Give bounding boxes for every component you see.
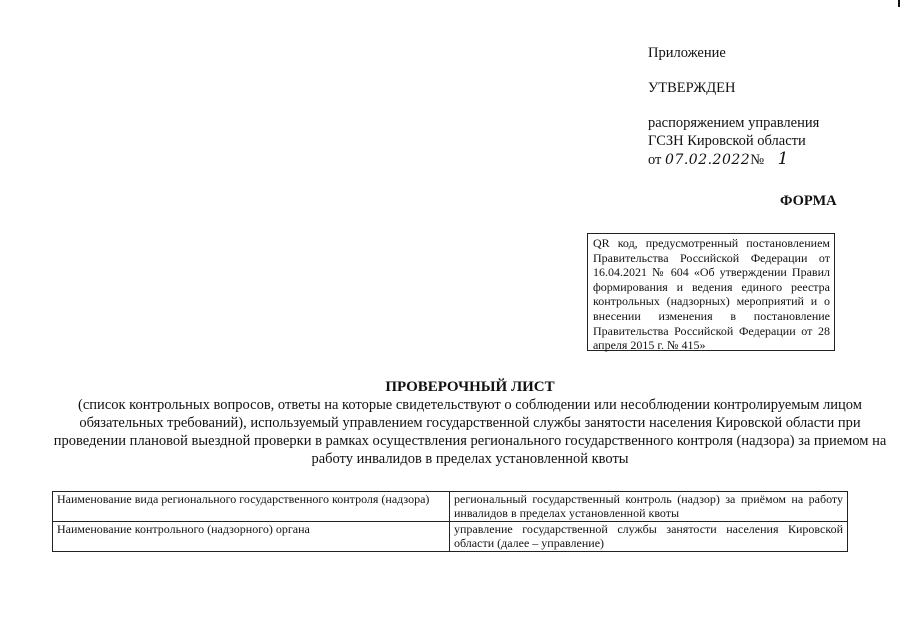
approved-label: УТВЕРЖДЕН (648, 80, 736, 96)
approval-block (648, 44, 848, 169)
row-label: Наименование вида регионального государственного контроля (надзора) (53, 492, 450, 522)
order-date-line (648, 150, 848, 169)
date-prefix: от (648, 152, 662, 168)
scan-corner-mark (898, 0, 900, 7)
form-label: ФОРМА (780, 193, 837, 209)
table-row (53, 492, 848, 522)
handwritten-date: 07.02.2022 (665, 152, 751, 168)
order-line-1: распоряжением управления (648, 115, 820, 131)
control-info-table (52, 491, 848, 552)
number-prefix: № (750, 152, 765, 168)
document-subtitle: (список контрольных вопросов, ответы на которые свидетельствуют о соблюдении или несоблюдении контролируемым лицом обязательных требований), используемый управлением государственной службы занятости населения Кировской области при проведении плановой выездной проверки в рамках осуществления регионального государственного контроля (надзора) за приемом на работу инвалидов в пределах установленной квоты (53, 397, 887, 467)
handwritten-number: 1 (777, 149, 789, 169)
row-value: региональный государственный контроль (надзор) за приёмом на работу инвалидов в пределах установленной квоты (450, 492, 848, 522)
row-label: Наименование контрольного (надзорного) органа (53, 522, 450, 552)
order-line-2: ГСЗН Кировской области (648, 133, 806, 149)
table-row (53, 522, 848, 552)
appendix-label: Приложение (648, 45, 726, 61)
document-title-block (40, 378, 900, 468)
qr-code-note: QR код, предусмотренный постановлением Правительства Российской Федерации от 16.04.2021 № 604 «Об утверждении Правил формирования и ведения единого реестра контрольных (надзорных) мероприятий и о внесении изменения в постановление Правительства Российской Федерации от 28 апреля 2015 г. № 415» (587, 233, 835, 351)
document-title: ПРОВЕРОЧНЫЙ ЛИСТ (385, 379, 555, 395)
row-value: управление государственной службы занятости населения Кировской области (далее – управление) (450, 522, 848, 552)
